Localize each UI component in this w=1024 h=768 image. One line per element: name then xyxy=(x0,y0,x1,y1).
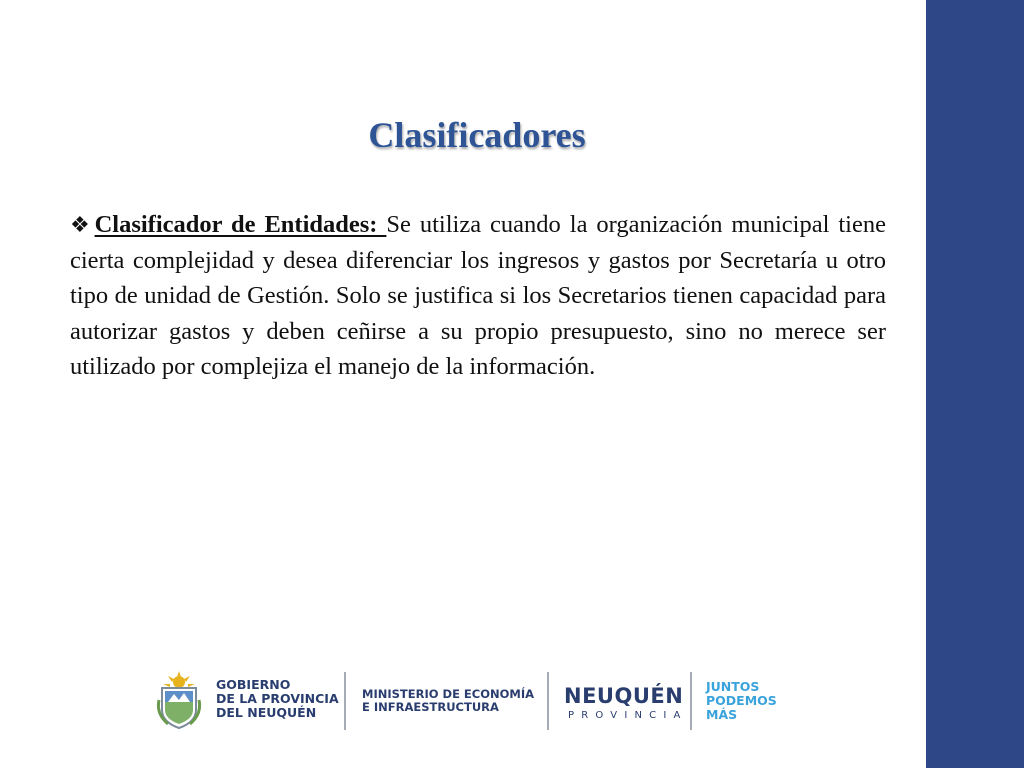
juntos-line: PODEMOS xyxy=(706,693,777,708)
gobierno-line: DE LA PROVINCIA xyxy=(216,691,339,706)
ministerio-line: MINISTERIO DE ECONOMÍA xyxy=(362,687,535,701)
ministerio-logo-text xyxy=(362,688,542,714)
slide-title: Clasificadores xyxy=(368,115,586,155)
footer-divider xyxy=(690,672,692,730)
juntos-line: MÁS xyxy=(706,707,738,722)
footer-divider xyxy=(344,672,346,730)
juntos-logo-text xyxy=(706,680,777,722)
gobierno-line: DEL NEUQUÉN xyxy=(216,705,317,720)
provincial-coat-of-arms-icon xyxy=(154,670,204,730)
provincia-wordmark: PROVINCIA xyxy=(568,710,688,721)
footer-divider xyxy=(547,672,549,730)
footer-logos xyxy=(152,668,792,734)
neuquen-wordmark: NEUQUÉN xyxy=(564,684,684,708)
bullet-lead-text: Clasificador de Entidades: xyxy=(94,211,387,238)
bullet-body-text: Se utiliza cuando la organización municipal tiene cierta complejidad y desea diferenciar los ingresos y gastos por Secretaría u otro tipo de unidad de Gestión. Solo se justifica si los Secretarios tienen capacidad para autorizar gastos y deben ceñirse a su propio presupuesto, sino no merece ser utilizado por complejiza el manejo de la información. xyxy=(70,211,886,380)
gobierno-line: GOBIERNO xyxy=(216,677,291,692)
bullet-paragraph xyxy=(70,207,886,385)
ministerio-line: E INFRAESTRUCTURA xyxy=(362,700,499,714)
diamond-bullet-icon: ❖ xyxy=(70,212,93,237)
juntos-line: JUNTOS xyxy=(706,679,760,694)
gobierno-logo-text xyxy=(216,678,346,720)
